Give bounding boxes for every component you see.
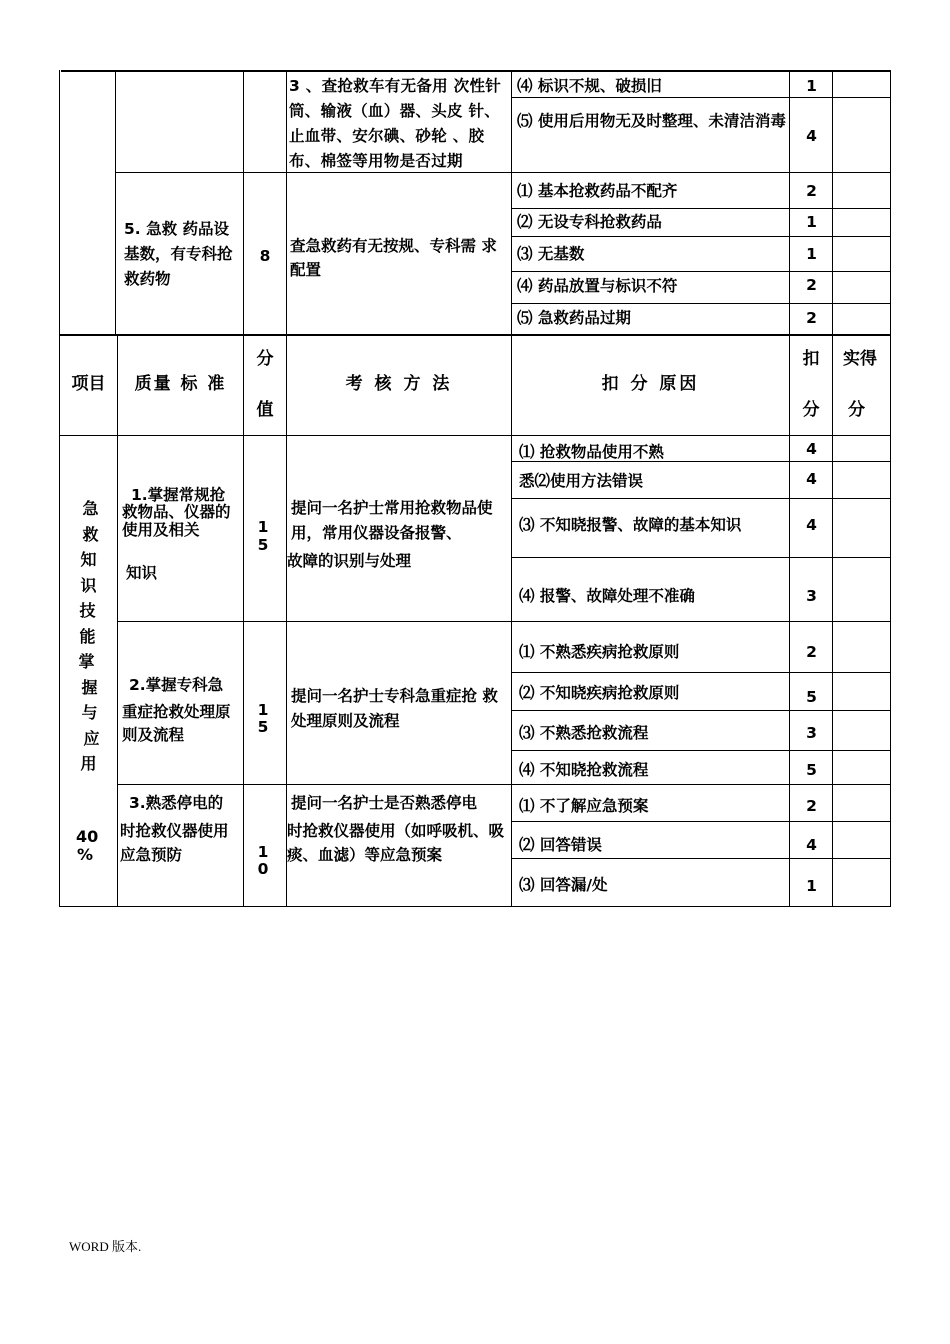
row-divider xyxy=(511,672,891,673)
score-cell: 4 xyxy=(806,836,817,854)
row-divider xyxy=(511,236,891,237)
row-divider xyxy=(511,557,891,558)
score-cell: 1 xyxy=(806,245,817,263)
reason-cell: ⑴ 抢救物品使用不熟 xyxy=(519,443,664,461)
reason-cell: ⑶ 无基数 xyxy=(517,245,585,263)
col-divider xyxy=(115,70,116,335)
standard-cell: 知识 xyxy=(126,564,158,582)
value-cell: 5 xyxy=(257,718,269,736)
score-cell: 3 xyxy=(806,587,817,605)
header-top-border xyxy=(59,334,891,336)
header-deduct: 扣 xyxy=(802,349,820,369)
header-reason: 扣 分 原因 xyxy=(601,374,700,394)
table-bottom-border xyxy=(59,906,891,907)
row-divider xyxy=(117,784,891,785)
reason-cell: 悉⑵使用方法错误 xyxy=(519,472,644,490)
reason-cell: ⑵ 回答错误 xyxy=(519,836,602,854)
col-divider xyxy=(59,70,60,907)
reason-cell: ⑸ 使用后用物无及时整理、未清洁消毒 xyxy=(517,112,786,130)
standard-cell: 1.掌握常规抢 xyxy=(131,486,226,504)
item-label: 急 救 知 识 技 能 掌 握 与 应 用 xyxy=(78,499,100,773)
standard-cell: 3.熟悉停电的 xyxy=(129,794,224,812)
method-cell: 提问一名护士专科急重症抢 救处理原则及流程 xyxy=(291,687,498,730)
score-cell: 2 xyxy=(806,182,817,200)
row-divider xyxy=(511,498,891,499)
row-divider xyxy=(511,208,891,209)
score-cell: 2 xyxy=(806,797,817,815)
item-weight: % xyxy=(77,845,94,864)
score-cell: 4 xyxy=(806,470,817,488)
score-cell: 1 xyxy=(806,213,817,231)
value-cell: 1 xyxy=(257,518,269,536)
score-cell: 1 xyxy=(806,77,817,95)
header-bottom-border xyxy=(59,435,891,436)
header-actual: 分 xyxy=(848,400,865,420)
reason-cell: ⑸ 急救药品过期 xyxy=(517,309,631,327)
header-actual: 实得 xyxy=(843,349,877,369)
score-cell: 2 xyxy=(806,643,817,661)
header-standard: 质量 标 准 xyxy=(134,374,227,394)
col-divider xyxy=(511,70,512,907)
header-value: 分 xyxy=(256,349,274,369)
score-cell: 1 xyxy=(806,877,817,895)
score-cell: 4 xyxy=(806,440,817,458)
row-divider xyxy=(511,858,891,859)
score-cell: 2 xyxy=(806,309,817,327)
method-cell: 故障的识别与处理 xyxy=(287,552,412,570)
value-cell: 5 xyxy=(257,536,269,554)
value-cell: 1 xyxy=(257,843,269,861)
col-divider xyxy=(117,335,118,907)
standard-cell: 重症抢救处理原则及流程 xyxy=(122,703,231,744)
score-cell: 3 xyxy=(806,724,817,742)
value-cell: 1 xyxy=(257,701,269,719)
reason-cell: ⑷ 药品放置与标识不符 xyxy=(517,277,678,295)
reason-cell: ⑵ 不知晓疾病抢救原则 xyxy=(519,684,680,702)
reason-cell: ⑶ 不知晓报警、故障的基本知识 xyxy=(519,516,742,534)
table-top-border xyxy=(61,70,891,72)
score-cell: 4 xyxy=(806,127,817,145)
row-divider xyxy=(117,621,891,622)
reason-cell: ⑷ 报警、故障处理不准确 xyxy=(519,587,695,605)
row-divider xyxy=(511,821,891,822)
col-divider xyxy=(286,70,287,907)
reason-cell: ⑴ 基本抢救药品不配齐 xyxy=(517,182,678,200)
reason-cell: ⑵ 无设专科抢救药品 xyxy=(517,213,662,231)
standard-cell: 2.掌握专科急 xyxy=(129,676,224,694)
reason-cell: ⑴ 不了解应急预案 xyxy=(519,797,649,815)
value-cell: 8 xyxy=(259,247,271,265)
reason-cell: ⑴ 不熟悉疾病抢救原则 xyxy=(519,643,680,661)
reason-cell: ⑷ 不知晓抢救流程 xyxy=(519,761,649,779)
score-cell: 5 xyxy=(806,761,817,779)
value-cell: 0 xyxy=(257,860,269,878)
header-method: 考 核 方 法 xyxy=(345,374,453,394)
method-cell: 提问一名护士常用抢救物品使用，常用仪器设备报警、 xyxy=(291,499,493,542)
method-cell: 提问一名护士是否熟悉停电 xyxy=(291,794,478,812)
standard-cell: 救物品、仪器的使用及相关 xyxy=(122,503,231,539)
standard-cell: 5. 急救 药品设基数，有专科抢救药物 xyxy=(124,220,233,288)
col-divider xyxy=(890,70,891,907)
row-divider xyxy=(511,303,891,304)
method-cell: 时抢救仪器使用（如呼吸机、吸痰、血滤）等应急预案 xyxy=(287,822,505,864)
method-cell: 查急救药有无按规、专科需 求配置 xyxy=(290,237,497,279)
header-value: 值 xyxy=(256,400,274,420)
method-cell: 3 、查抢救车有无备用 次性针筒、输液（血）器、头皮 针、止血带、安尔碘、砂轮 、胶布、棉签等用物是否过期 xyxy=(289,77,502,170)
row-divider xyxy=(511,750,891,751)
reason-cell: ⑷ 标识不规、破损旧 xyxy=(517,77,662,95)
row-divider xyxy=(511,271,891,272)
score-cell: 5 xyxy=(806,688,817,706)
header-item: 项目 xyxy=(71,374,106,394)
col-divider xyxy=(243,70,244,907)
reason-cell: ⑶ 回答漏/处 xyxy=(519,876,608,894)
item-weight: 40 xyxy=(76,827,99,846)
reason-cell: ⑶ 不熟悉抢救流程 xyxy=(519,724,649,742)
header-deduct: 分 xyxy=(802,400,820,420)
row-divider xyxy=(511,710,891,711)
standard-cell: 时抢救仪器使用应急预防 xyxy=(120,822,229,864)
score-cell: 2 xyxy=(806,276,817,294)
score-cell: 4 xyxy=(806,516,817,534)
footer-text: WORD 版本. xyxy=(69,1239,142,1254)
